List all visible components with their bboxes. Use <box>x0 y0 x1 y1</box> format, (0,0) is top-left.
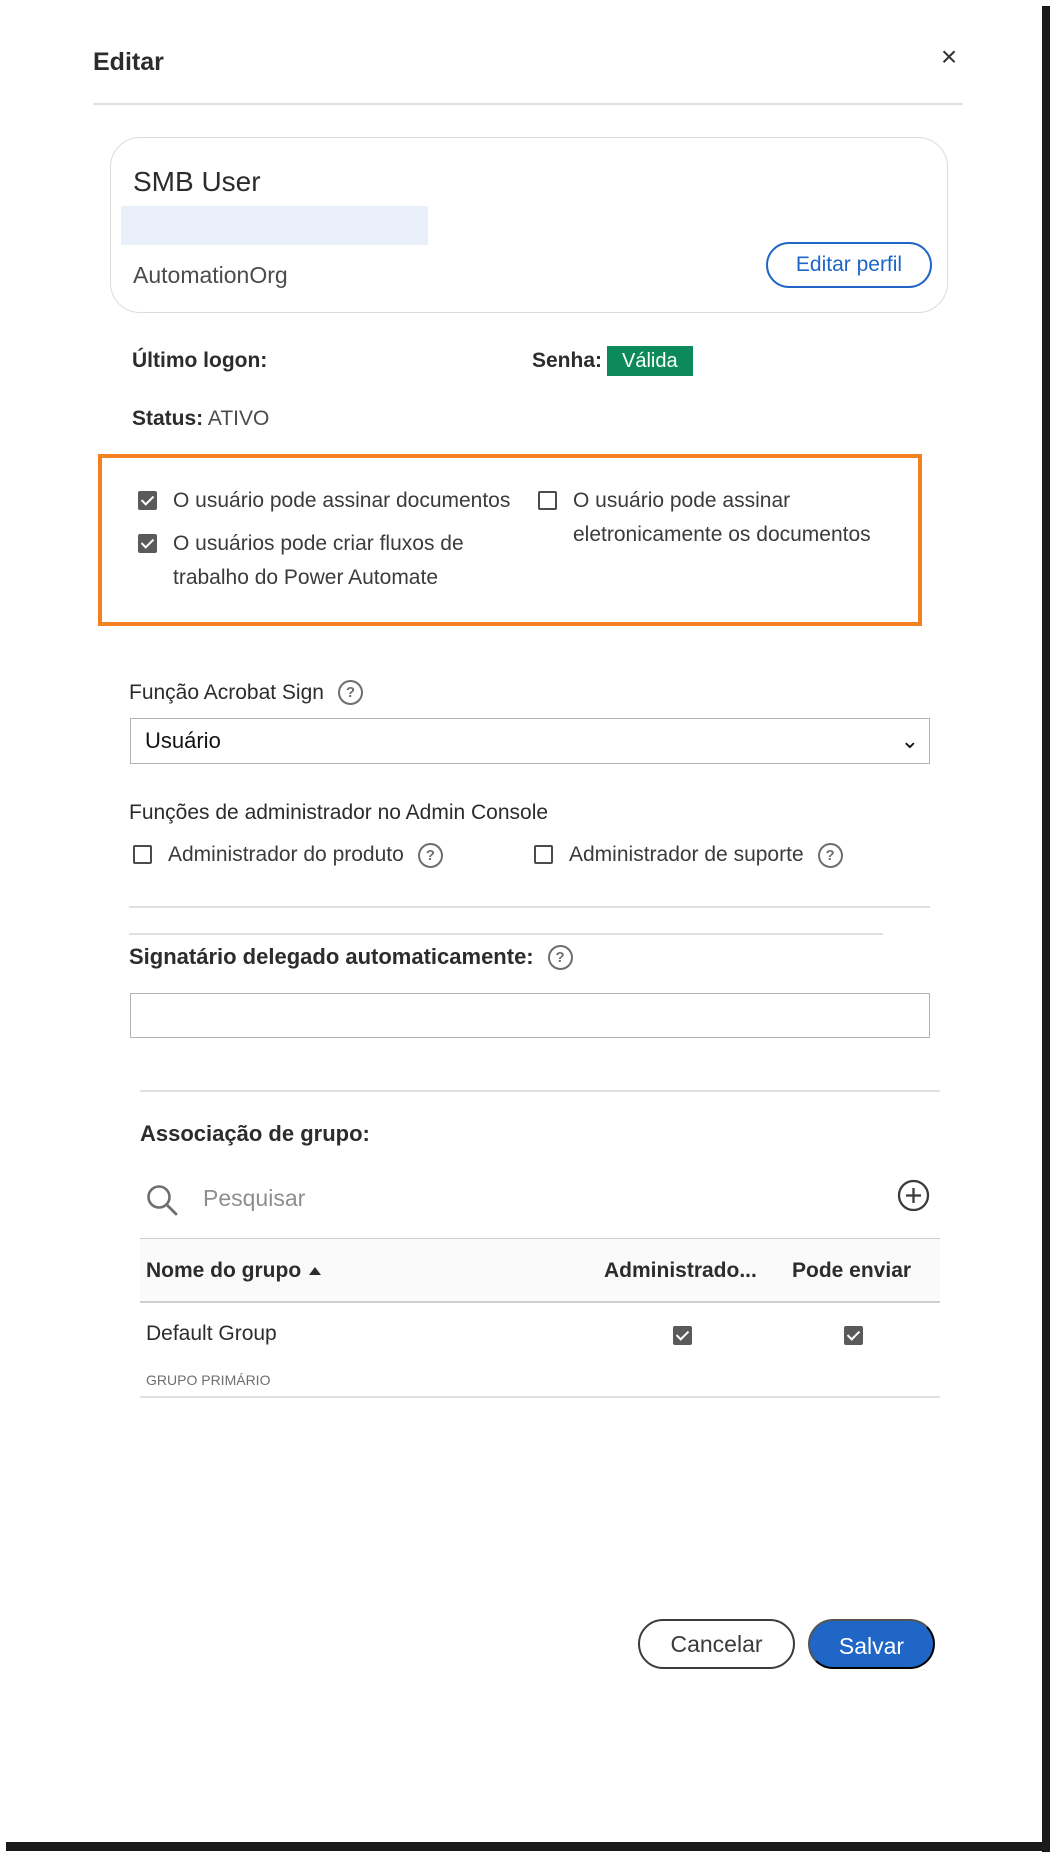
table-row-border <box>140 1396 940 1398</box>
section-divider <box>129 933 883 935</box>
status-label: Status: <box>132 407 204 430</box>
admin-role-label: Administrador do produto <box>168 843 404 866</box>
table-header-border <box>140 1301 940 1303</box>
checkbox-checked-icon[interactable] <box>138 534 157 553</box>
group-can-send-checkbox[interactable] <box>844 1326 863 1345</box>
role-label <box>129 680 363 705</box>
save-button[interactable]: Salvar <box>808 1619 935 1669</box>
help-icon[interactable]: ? <box>418 843 443 868</box>
help-icon[interactable]: ? <box>548 945 573 970</box>
permission-label: O usuários pode criar fluxos de trabalho do Power Automate <box>173 532 464 589</box>
permission-esign-documents[interactable] <box>538 484 908 552</box>
delegate-input[interactable] <box>130 993 930 1038</box>
section-divider <box>140 1090 940 1092</box>
redacted-email <box>121 206 428 245</box>
checkbox-unchecked-icon[interactable] <box>133 845 152 864</box>
help-icon[interactable]: ? <box>338 680 363 705</box>
last-logon-label: Último logon: <box>132 349 268 372</box>
group-row-name: Default Group <box>146 1322 277 1345</box>
account-status <box>132 407 269 431</box>
password-status-badge: Válida <box>607 346 693 376</box>
dialog-title: Editar <box>93 48 164 76</box>
window-shadow-right <box>1042 6 1050 1852</box>
role-selected-value: Usuário <box>145 728 221 753</box>
permission-label: O usuário pode assinar documentos <box>173 489 511 512</box>
admin-role-product[interactable] <box>133 838 443 872</box>
checkbox-unchecked-icon[interactable] <box>538 491 557 510</box>
search-icon <box>145 1183 179 1217</box>
delegate-label-text: Signatário delegado automaticamente: <box>129 944 534 969</box>
column-header-label: Nome do grupo <box>146 1259 302 1282</box>
password-row <box>532 346 693 376</box>
profile-name: SMB User <box>133 166 261 197</box>
title-divider <box>93 103 963 105</box>
last-logon <box>132 349 267 373</box>
group-heading: Associação de grupo: <box>140 1121 370 1146</box>
checkbox-checked-icon[interactable] <box>138 491 157 510</box>
group-row-subtitle: GRUPO PRIMÁRIO <box>146 1372 271 1388</box>
window-shadow-bottom <box>6 1842 1050 1851</box>
checkbox-unchecked-icon[interactable] <box>534 845 553 864</box>
column-header-admin[interactable]: Administrado... <box>604 1259 757 1282</box>
edit-profile-button[interactable]: Editar perfil <box>766 242 932 288</box>
sort-ascending-icon <box>309 1267 321 1275</box>
section-divider <box>129 906 930 908</box>
admin-roles-label-text: Funções de administrador no Admin Console <box>129 801 549 824</box>
help-icon[interactable]: ? <box>818 843 843 868</box>
add-group-icon[interactable] <box>897 1179 930 1212</box>
permission-label: O usuário pode assinar eletronicamente os documentos <box>573 489 871 546</box>
permission-power-automate[interactable] <box>138 527 518 595</box>
role-select[interactable] <box>130 718 930 764</box>
close-icon[interactable]: × <box>940 41 958 72</box>
role-label-text: Função Acrobat Sign <box>129 680 324 704</box>
chevron-down-icon: ⌄ <box>900 728 919 753</box>
status-value: ATIVO <box>207 407 270 430</box>
column-header-can-send[interactable]: Pode enviar <box>792 1259 912 1282</box>
cancel-button[interactable]: Cancelar <box>638 1619 795 1669</box>
delegate-label <box>129 944 573 970</box>
group-admin-checkbox[interactable] <box>673 1326 692 1345</box>
password-label: Senha: <box>532 349 603 372</box>
admin-role-label: Administrador de suporte <box>569 843 804 866</box>
permission-sign-documents[interactable] <box>138 484 528 518</box>
admin-roles-label <box>129 801 548 825</box>
column-header-group-name[interactable] <box>146 1259 321 1283</box>
admin-role-support[interactable] <box>534 838 843 872</box>
profile-org: AutomationOrg <box>133 262 288 288</box>
group-search-input[interactable]: Pesquisar <box>203 1185 306 1211</box>
